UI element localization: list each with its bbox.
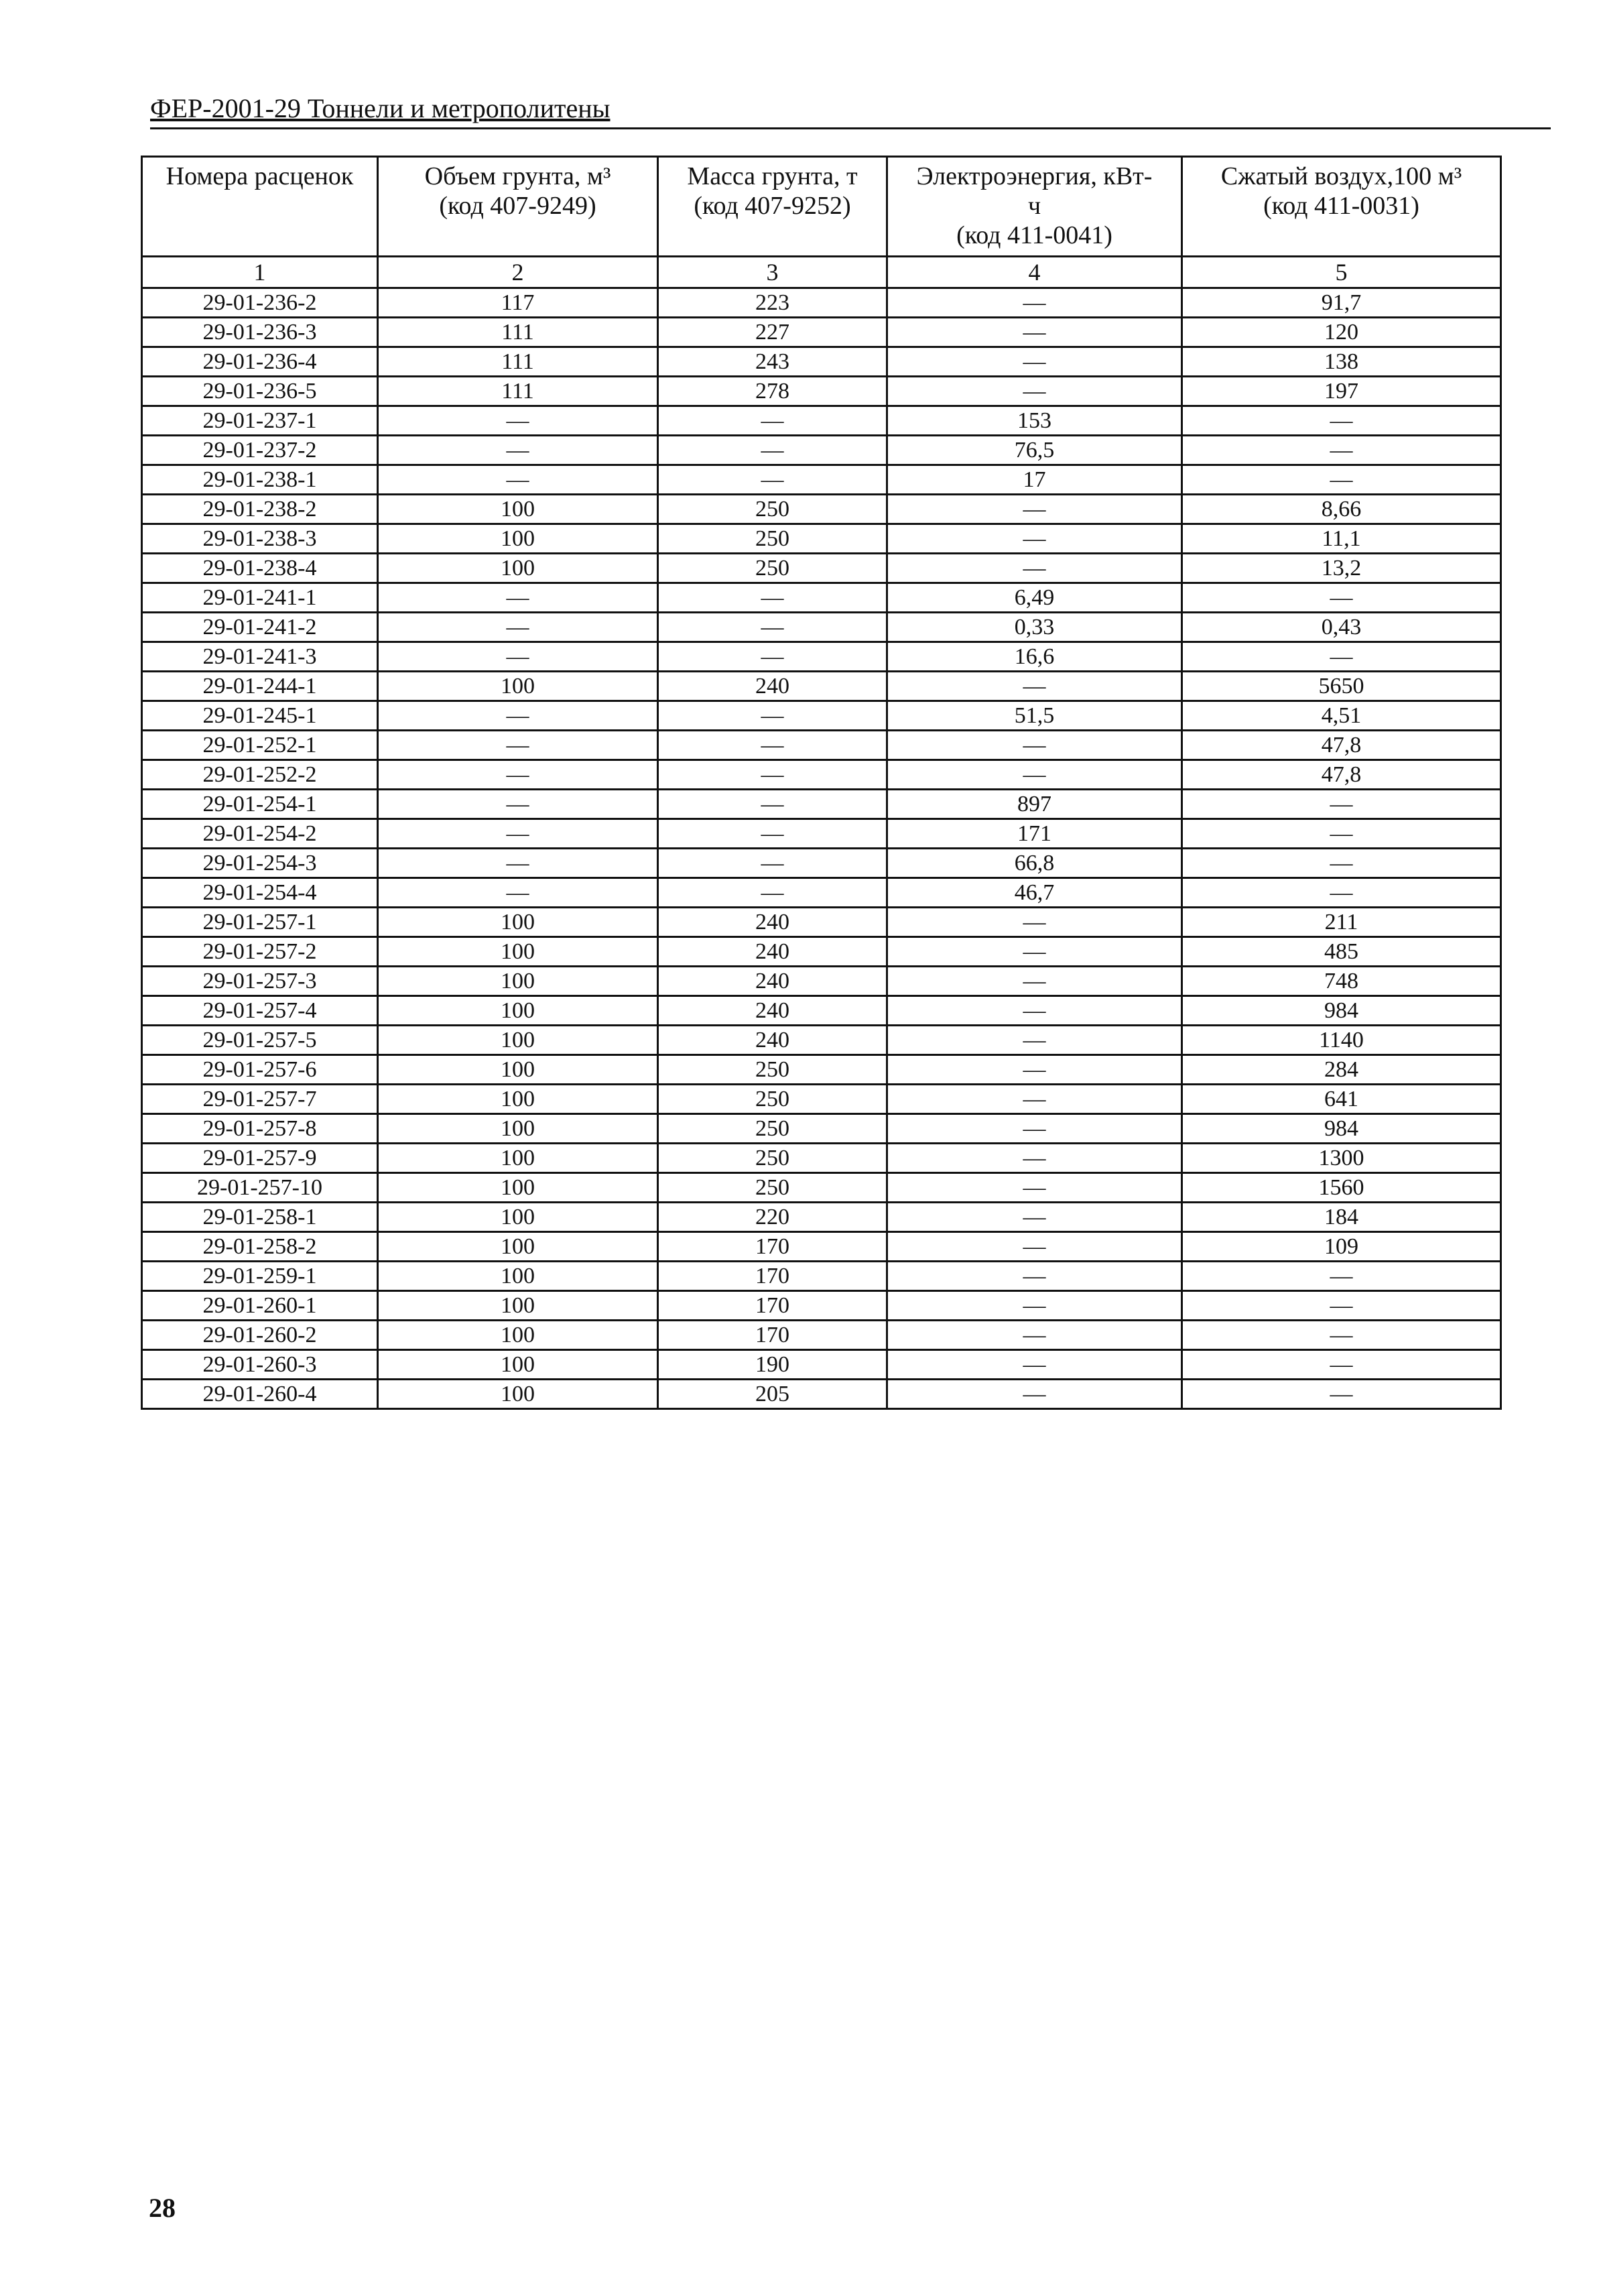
soil-mass-cell: 250 — [658, 524, 887, 554]
soil-mass-cell: 250 — [658, 1055, 887, 1085]
compressed-air-cell: 13,2 — [1182, 554, 1501, 583]
soil-volume-cell: — — [378, 819, 658, 849]
soil-mass-cell: 190 — [658, 1350, 887, 1380]
electricity-cell: — — [887, 1350, 1182, 1380]
table-row — [142, 937, 1501, 967]
electricity-cell: — — [887, 1055, 1182, 1085]
electricity-cell: — — [887, 1262, 1182, 1291]
rate-number-cell: 29-01-238-2 — [142, 495, 378, 524]
table-row — [142, 996, 1501, 1026]
compressed-air-cell: — — [1182, 1350, 1501, 1380]
soil-mass-cell: 205 — [658, 1380, 887, 1409]
compressed-air-cell: — — [1182, 849, 1501, 878]
electricity-cell: 46,7 — [887, 878, 1182, 908]
soil-mass-cell: — — [658, 701, 887, 731]
soil-mass-cell: — — [658, 583, 887, 613]
soil-volume-cell: — — [378, 878, 658, 908]
rate-number-cell: 29-01-257-7 — [142, 1085, 378, 1114]
table-row — [142, 613, 1501, 642]
table-body — [142, 288, 1501, 1409]
electricity-cell: — — [887, 347, 1182, 377]
table-row — [142, 672, 1501, 701]
rate-number-cell: 29-01-260-2 — [142, 1321, 378, 1350]
soil-volume-cell: 100 — [378, 967, 658, 996]
table-row — [142, 495, 1501, 524]
rate-number-cell: 29-01-260-1 — [142, 1291, 378, 1321]
soil-volume-cell: — — [378, 790, 658, 819]
soil-volume-cell: 100 — [378, 1291, 658, 1321]
column-header-soil-volume — [378, 157, 658, 257]
soil-volume-cell: 100 — [378, 908, 658, 937]
electricity-cell: 66,8 — [887, 849, 1182, 878]
rate-number-cell: 29-01-257-1 — [142, 908, 378, 937]
soil-volume-cell: — — [378, 583, 658, 613]
column-header-line: Номера расценок — [166, 162, 354, 190]
soil-volume-cell: 100 — [378, 1114, 658, 1144]
soil-mass-cell: — — [658, 849, 887, 878]
rate-number-cell: 29-01-245-1 — [142, 701, 378, 731]
compressed-air-cell: 0,43 — [1182, 613, 1501, 642]
table-row — [142, 908, 1501, 937]
compressed-air-cell: — — [1182, 465, 1501, 495]
rate-number-cell: 29-01-254-1 — [142, 790, 378, 819]
column-header-line: Масса грунта, т — [687, 162, 858, 190]
rate-number-cell: 29-01-260-3 — [142, 1350, 378, 1380]
rate-number-cell: 29-01-252-1 — [142, 731, 378, 760]
electricity-cell: — — [887, 524, 1182, 554]
soil-mass-cell: — — [658, 406, 887, 436]
rate-number-cell: 29-01-252-2 — [142, 760, 378, 790]
table-row — [142, 701, 1501, 731]
compressed-air-cell: — — [1182, 1321, 1501, 1350]
table-row — [142, 465, 1501, 495]
rate-number-cell: 29-01-238-1 — [142, 465, 378, 495]
rates-table — [141, 156, 1502, 1410]
compressed-air-cell: — — [1182, 436, 1501, 465]
column-number-row — [142, 257, 1501, 288]
column-number: 3 — [658, 257, 887, 288]
soil-mass-cell: 240 — [658, 908, 887, 937]
soil-volume-cell: 100 — [378, 495, 658, 524]
table-row — [142, 554, 1501, 583]
electricity-cell: — — [887, 1203, 1182, 1232]
soil-mass-cell: — — [658, 436, 887, 465]
rate-number-cell: 29-01-238-3 — [142, 524, 378, 554]
soil-volume-cell: 100 — [378, 524, 658, 554]
soil-mass-cell: 278 — [658, 377, 887, 406]
column-header-line: Электроэнергия, кВт- — [916, 162, 1153, 190]
electricity-cell: 0,33 — [887, 613, 1182, 642]
rate-number-cell: 29-01-258-2 — [142, 1232, 378, 1262]
electricity-cell: — — [887, 288, 1182, 318]
rate-number-cell: 29-01-244-1 — [142, 672, 378, 701]
table-row — [142, 347, 1501, 377]
table-row — [142, 849, 1501, 878]
compressed-air-cell: 984 — [1182, 1114, 1501, 1144]
soil-mass-cell: 250 — [658, 1085, 887, 1114]
electricity-cell: 16,6 — [887, 642, 1182, 672]
document-title: ФЕР-2001-29 Тоннели и метрополитены — [150, 93, 611, 123]
electricity-cell: — — [887, 1232, 1182, 1262]
soil-mass-cell: — — [658, 819, 887, 849]
soil-mass-cell: — — [658, 878, 887, 908]
compressed-air-cell: 748 — [1182, 967, 1501, 996]
electricity-cell: — — [887, 1026, 1182, 1055]
rate-number-cell: 29-01-241-1 — [142, 583, 378, 613]
table-row — [142, 524, 1501, 554]
column-header-rate-numbers — [142, 157, 378, 257]
rate-number-cell: 29-01-238-4 — [142, 554, 378, 583]
compressed-air-cell: — — [1182, 642, 1501, 672]
compressed-air-cell: 184 — [1182, 1203, 1501, 1232]
column-header-code: (код 407-9252) — [694, 192, 851, 220]
table-row — [142, 1055, 1501, 1085]
column-number: 4 — [887, 257, 1182, 288]
table-row — [142, 1026, 1501, 1055]
soil-volume-cell: — — [378, 436, 658, 465]
soil-mass-cell: 223 — [658, 288, 887, 318]
electricity-cell: 171 — [887, 819, 1182, 849]
soil-mass-cell: 250 — [658, 1114, 887, 1144]
rate-number-cell: 29-01-241-3 — [142, 642, 378, 672]
electricity-cell: — — [887, 967, 1182, 996]
soil-mass-cell: 243 — [658, 347, 887, 377]
compressed-air-cell: 47,8 — [1182, 760, 1501, 790]
soil-mass-cell: 250 — [658, 495, 887, 524]
compressed-air-cell: 211 — [1182, 908, 1501, 937]
column-header-line: Сжатый воздух,100 м³ — [1220, 162, 1462, 190]
table-row — [142, 1114, 1501, 1144]
table-row — [142, 642, 1501, 672]
compressed-air-cell: 8,66 — [1182, 495, 1501, 524]
soil-mass-cell: — — [658, 465, 887, 495]
table-row — [142, 819, 1501, 849]
electricity-cell: — — [887, 1321, 1182, 1350]
compressed-air-cell: — — [1182, 1291, 1501, 1321]
soil-mass-cell: 170 — [658, 1232, 887, 1262]
rate-number-cell: 29-01-254-2 — [142, 819, 378, 849]
electricity-cell: 17 — [887, 465, 1182, 495]
rate-number-cell: 29-01-236-3 — [142, 318, 378, 347]
soil-volume-cell: 100 — [378, 1350, 658, 1380]
page-number: 28 — [149, 2193, 176, 2223]
compressed-air-cell: 984 — [1182, 996, 1501, 1026]
table-row — [142, 878, 1501, 908]
electricity-cell: — — [887, 1085, 1182, 1114]
soil-volume-cell: 100 — [378, 1262, 658, 1291]
electricity-cell: — — [887, 908, 1182, 937]
table-row — [142, 1291, 1501, 1321]
compressed-air-cell: — — [1182, 878, 1501, 908]
rate-number-cell: 29-01-257-3 — [142, 967, 378, 996]
electricity-cell: 51,5 — [887, 701, 1182, 731]
compressed-air-cell: 91,7 — [1182, 288, 1501, 318]
rate-number-cell: 29-01-237-2 — [142, 436, 378, 465]
column-header-code: (код 411-0031) — [1263, 192, 1419, 220]
soil-volume-cell: 100 — [378, 1085, 658, 1114]
soil-mass-cell: 240 — [658, 1026, 887, 1055]
soil-volume-cell: — — [378, 760, 658, 790]
column-header-row — [142, 157, 1501, 257]
electricity-cell: — — [887, 495, 1182, 524]
soil-volume-cell: — — [378, 731, 658, 760]
table-row — [142, 967, 1501, 996]
soil-volume-cell: 100 — [378, 1321, 658, 1350]
table-row — [142, 731, 1501, 760]
soil-mass-cell: 240 — [658, 996, 887, 1026]
table-row — [142, 288, 1501, 318]
compressed-air-cell: — — [1182, 790, 1501, 819]
soil-mass-cell: 220 — [658, 1203, 887, 1232]
electricity-cell: — — [887, 1291, 1182, 1321]
compressed-air-cell: 4,51 — [1182, 701, 1501, 731]
table-row — [142, 1350, 1501, 1380]
compressed-air-cell: 11,1 — [1182, 524, 1501, 554]
rate-number-cell: 29-01-257-8 — [142, 1114, 378, 1144]
electricity-cell: — — [887, 1173, 1182, 1203]
compressed-air-cell: 284 — [1182, 1055, 1501, 1085]
compressed-air-cell: 109 — [1182, 1232, 1501, 1262]
soil-mass-cell: 170 — [658, 1291, 887, 1321]
soil-volume-cell: — — [378, 701, 658, 731]
soil-mass-cell: — — [658, 760, 887, 790]
rate-number-cell: 29-01-241-2 — [142, 613, 378, 642]
compressed-air-cell: 641 — [1182, 1085, 1501, 1114]
electricity-cell: — — [887, 672, 1182, 701]
soil-volume-cell: 117 — [378, 288, 658, 318]
soil-volume-cell: 100 — [378, 1144, 658, 1173]
soil-mass-cell: 250 — [658, 1144, 887, 1173]
soil-volume-cell: 100 — [378, 1203, 658, 1232]
soil-mass-cell: 240 — [658, 967, 887, 996]
soil-volume-cell: 100 — [378, 1173, 658, 1203]
rate-number-cell: 29-01-259-1 — [142, 1262, 378, 1291]
compressed-air-cell: — — [1182, 1262, 1501, 1291]
table-row — [142, 760, 1501, 790]
soil-volume-cell: 111 — [378, 318, 658, 347]
soil-mass-cell: 240 — [658, 937, 887, 967]
rate-number-cell: 29-01-257-9 — [142, 1144, 378, 1173]
table-row — [142, 1321, 1501, 1350]
column-number: 1 — [142, 257, 378, 288]
electricity-cell: 153 — [887, 406, 1182, 436]
soil-mass-cell: 170 — [658, 1262, 887, 1291]
soil-volume-cell: — — [378, 642, 658, 672]
column-number: 2 — [378, 257, 658, 288]
compressed-air-cell: — — [1182, 819, 1501, 849]
table-row — [142, 1203, 1501, 1232]
electricity-cell: — — [887, 377, 1182, 406]
soil-volume-cell: — — [378, 613, 658, 642]
compressed-air-cell: — — [1182, 583, 1501, 613]
column-header-line: ч — [1027, 192, 1041, 220]
soil-volume-cell: 100 — [378, 672, 658, 701]
electricity-cell: 897 — [887, 790, 1182, 819]
compressed-air-cell: 197 — [1182, 377, 1501, 406]
electricity-cell: — — [887, 731, 1182, 760]
soil-volume-cell: 111 — [378, 377, 658, 406]
rate-number-cell: 29-01-258-1 — [142, 1203, 378, 1232]
rate-number-cell: 29-01-257-5 — [142, 1026, 378, 1055]
table-row — [142, 583, 1501, 613]
electricity-cell: — — [887, 554, 1182, 583]
column-header-compressed-air — [1182, 157, 1501, 257]
table-row — [142, 1262, 1501, 1291]
column-header-soil-mass — [658, 157, 887, 257]
soil-volume-cell: 100 — [378, 1026, 658, 1055]
compressed-air-cell: 485 — [1182, 937, 1501, 967]
column-header-line: Объем грунта, м³ — [424, 162, 611, 190]
electricity-cell: — — [887, 937, 1182, 967]
rate-number-cell: 29-01-254-3 — [142, 849, 378, 878]
soil-mass-cell: 250 — [658, 1173, 887, 1203]
soil-mass-cell: — — [658, 613, 887, 642]
soil-volume-cell: — — [378, 849, 658, 878]
compressed-air-cell: 138 — [1182, 347, 1501, 377]
table-row — [142, 1144, 1501, 1173]
table-row — [142, 790, 1501, 819]
compressed-air-cell: 1300 — [1182, 1144, 1501, 1173]
rate-number-cell: 29-01-254-4 — [142, 878, 378, 908]
electricity-cell: — — [887, 1380, 1182, 1409]
soil-mass-cell: — — [658, 642, 887, 672]
column-header-code: (код 411-0041) — [956, 221, 1112, 249]
table-row — [142, 377, 1501, 406]
soil-mass-cell: 240 — [658, 672, 887, 701]
electricity-cell: — — [887, 1144, 1182, 1173]
electricity-cell: — — [887, 318, 1182, 347]
electricity-cell: — — [887, 1114, 1182, 1144]
compressed-air-cell: — — [1182, 406, 1501, 436]
electricity-cell: 6,49 — [887, 583, 1182, 613]
compressed-air-cell: 1560 — [1182, 1173, 1501, 1203]
soil-mass-cell: 227 — [658, 318, 887, 347]
compressed-air-cell: 1140 — [1182, 1026, 1501, 1055]
page-header — [150, 93, 1551, 129]
soil-volume-cell: — — [378, 465, 658, 495]
soil-volume-cell: 111 — [378, 347, 658, 377]
rate-number-cell: 29-01-257-2 — [142, 937, 378, 967]
electricity-cell: — — [887, 996, 1182, 1026]
rate-number-cell: 29-01-260-4 — [142, 1380, 378, 1409]
electricity-cell: 76,5 — [887, 436, 1182, 465]
rate-number-cell: 29-01-257-6 — [142, 1055, 378, 1085]
rate-number-cell: 29-01-236-5 — [142, 377, 378, 406]
table-row — [142, 436, 1501, 465]
rate-number-cell: 29-01-237-1 — [142, 406, 378, 436]
column-number: 5 — [1182, 257, 1501, 288]
table-row — [142, 1232, 1501, 1262]
soil-volume-cell: 100 — [378, 554, 658, 583]
soil-mass-cell: — — [658, 731, 887, 760]
soil-volume-cell: 100 — [378, 1055, 658, 1085]
soil-volume-cell: — — [378, 406, 658, 436]
compressed-air-cell: — — [1182, 1380, 1501, 1409]
soil-volume-cell: 100 — [378, 1232, 658, 1262]
table-row — [142, 1085, 1501, 1114]
soil-mass-cell: 170 — [658, 1321, 887, 1350]
column-header-code: (код 407-9249) — [439, 192, 596, 220]
column-header-electricity — [887, 157, 1182, 257]
rate-number-cell: 29-01-236-4 — [142, 347, 378, 377]
compressed-air-cell: 120 — [1182, 318, 1501, 347]
compressed-air-cell: 5650 — [1182, 672, 1501, 701]
soil-volume-cell: 100 — [378, 996, 658, 1026]
soil-volume-cell: 100 — [378, 937, 658, 967]
compressed-air-cell: 47,8 — [1182, 731, 1501, 760]
table-row — [142, 1173, 1501, 1203]
table-row — [142, 318, 1501, 347]
electricity-cell: — — [887, 760, 1182, 790]
rate-number-cell: 29-01-236-2 — [142, 288, 378, 318]
soil-mass-cell: 250 — [658, 554, 887, 583]
table-row — [142, 1380, 1501, 1409]
rate-number-cell: 29-01-257-10 — [142, 1173, 378, 1203]
table-row — [142, 406, 1501, 436]
soil-volume-cell: 100 — [378, 1380, 658, 1409]
soil-mass-cell: — — [658, 790, 887, 819]
rate-number-cell: 29-01-257-4 — [142, 996, 378, 1026]
